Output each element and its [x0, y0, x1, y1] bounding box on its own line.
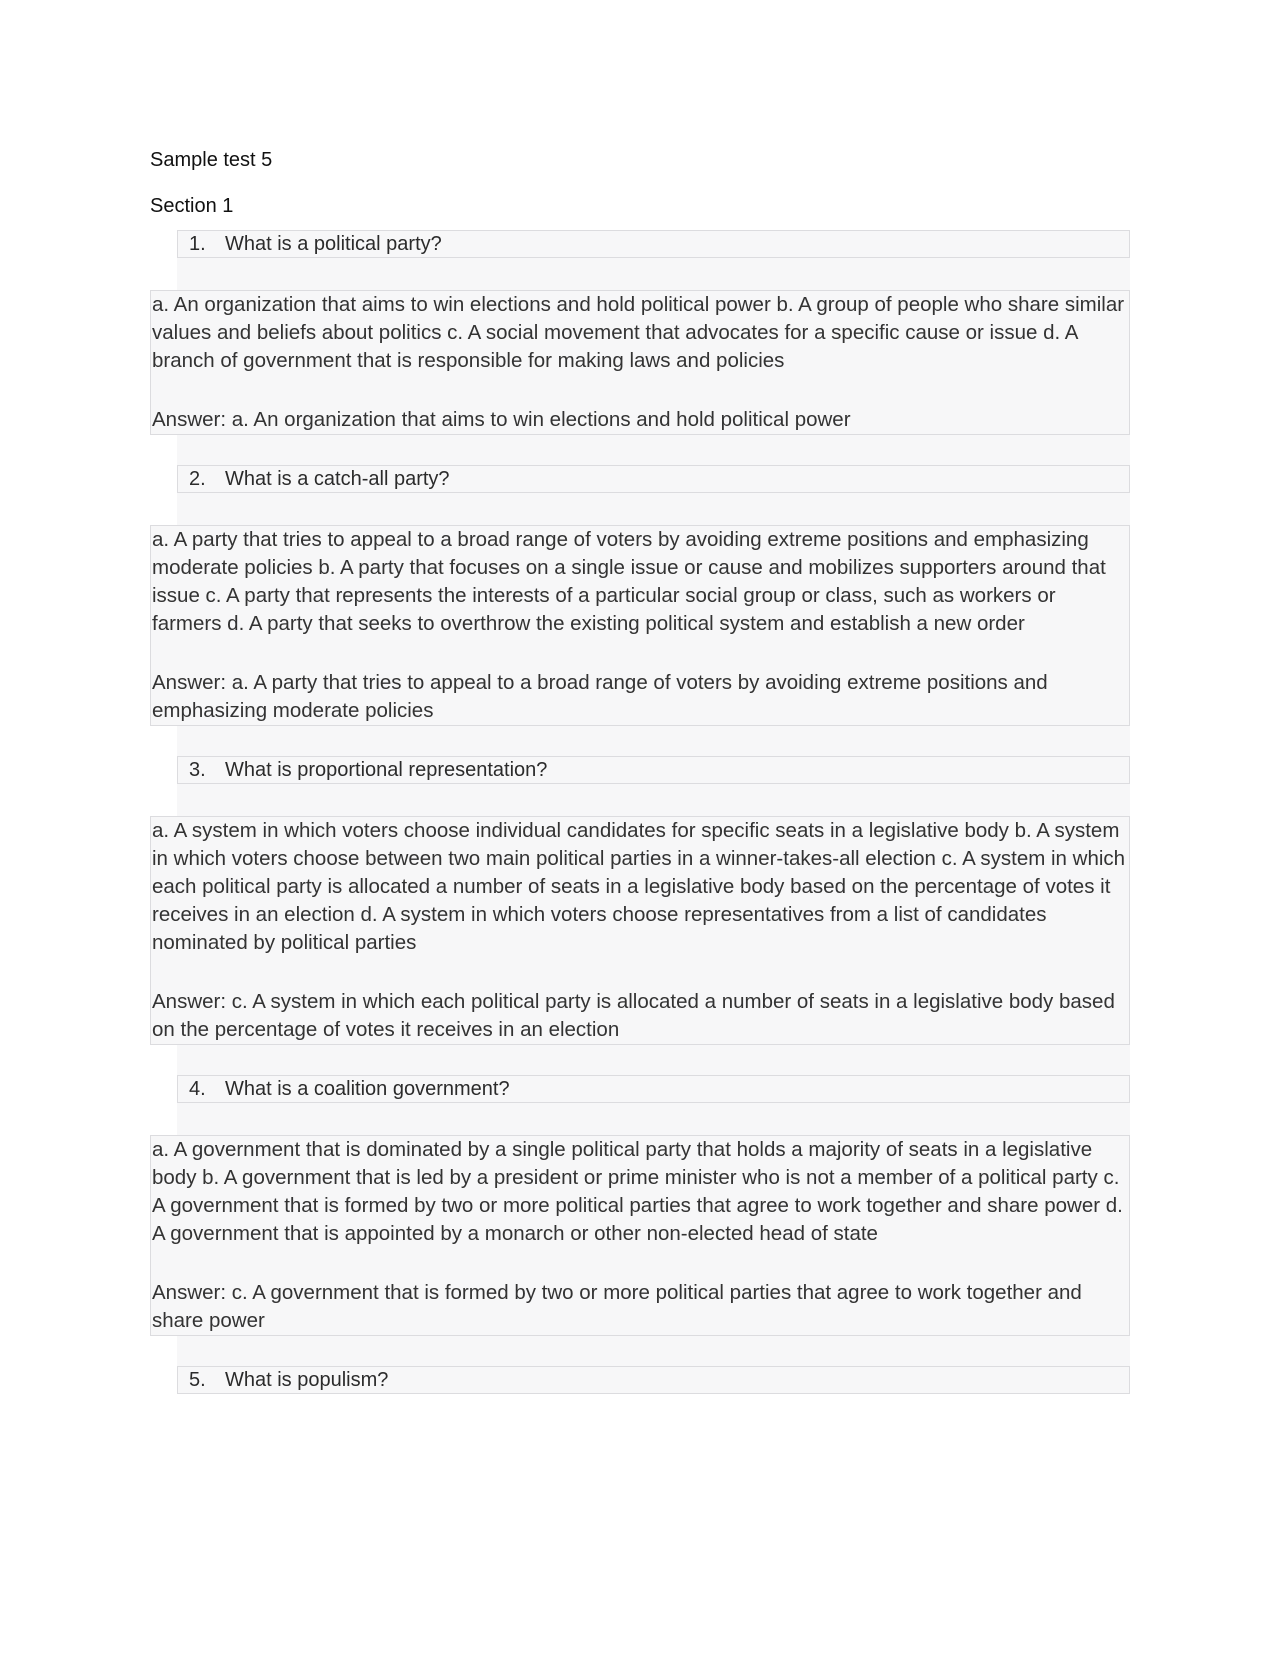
question-2-header — [177, 465, 1130, 493]
document-page — [150, 148, 1130, 1394]
question-text: What is a coalition government? — [225, 1077, 510, 1100]
correct-answer: Answer: c. A government that is formed by two or more political parties that agree to work together and share power — [152, 1281, 1082, 1332]
question-number: 2. — [189, 467, 206, 490]
question-3-body — [150, 816, 1130, 1045]
correct-answer: Answer: a. A party that tries to appeal to a broad range of voters by avoiding extreme positions and emphasizing moderate policies — [152, 671, 1048, 722]
answer-options: a. An organization that aims to win elections and hold political power b. A group of people who share similar values and beliefs about politics c. A social movement that advocates for a specific cause or issue d. A branch of government that is responsible for making laws and policies — [152, 293, 1125, 372]
question-block-3 — [150, 756, 1130, 1075]
question-4-header — [177, 1075, 1130, 1103]
question-2-body — [150, 525, 1130, 726]
question-3-header — [177, 756, 1130, 784]
body-gap — [152, 1248, 1127, 1279]
question-spacer — [177, 493, 1130, 525]
question-4-body — [150, 1135, 1130, 1336]
block-gap — [177, 726, 1130, 756]
block-gap — [177, 435, 1130, 465]
question-number: 5. — [189, 1368, 206, 1391]
question-1-header — [177, 230, 1130, 258]
body-gap — [152, 638, 1127, 669]
correct-answer: Answer: c. A system in which each political party is allocated a number of seats in a legislative body based on the percentage of votes it receives in an election — [152, 990, 1115, 1041]
question-spacer — [177, 258, 1130, 290]
block-gap — [177, 1336, 1130, 1366]
question-text: What is a political party? — [225, 232, 442, 255]
answer-options: a. A party that tries to appeal to a broad range of voters by avoiding extreme positions and emphasizing moderate policies b. A party that focuses on a single issue or cause and mobilizes supporters around that issue c. A party that represents the interests of a particular social group or class, such as workers or farmers d. A party that seeks to overthrow the existing political system and establish a new order — [152, 528, 1106, 635]
section-heading: Section 1 — [150, 195, 234, 217]
question-number: 1. — [189, 232, 206, 255]
question-number: 3. — [189, 758, 206, 781]
correct-answer: Answer: a. An organization that aims to win elections and hold political power — [152, 408, 851, 431]
answer-options: a. A system in which voters choose individual candidates for specific seats in a legislative body b. A system in which voters choose between two main political parties in a winner-takes-all election c. A system in which each political party is allocated a number of seats in a legislative body based on the percentage of votes it receives in an election d. A system in which voters choose representatives from a list of candidates nominated by political parties — [152, 819, 1126, 954]
question-block-5 — [150, 1366, 1130, 1394]
document-title: Sample test 5 — [150, 149, 273, 171]
question-text: What is a catch-all party? — [225, 467, 450, 490]
question-spacer — [177, 1103, 1130, 1135]
body-gap — [152, 375, 1127, 406]
block-gap — [177, 1045, 1130, 1075]
question-number: 4. — [189, 1077, 206, 1100]
body-gap — [152, 957, 1127, 988]
question-text: What is populism? — [225, 1368, 389, 1391]
answer-options: a. A government that is dominated by a single political party that holds a majority of seats in a legislative body b. A government that is led by a president or prime minister who is not a member of a political party c. A government that is formed by two or more political parties that agree to work together and share power d. A government that is appointed by a monarch or other non-elected head of state — [152, 1138, 1123, 1245]
question-text: What is proportional representation? — [225, 758, 548, 781]
question-block-1 — [150, 230, 1130, 465]
question-block-4 — [150, 1075, 1130, 1366]
question-1-body — [150, 290, 1130, 435]
question-5-header — [177, 1366, 1130, 1394]
question-spacer — [177, 784, 1130, 816]
question-block-2 — [150, 465, 1130, 756]
